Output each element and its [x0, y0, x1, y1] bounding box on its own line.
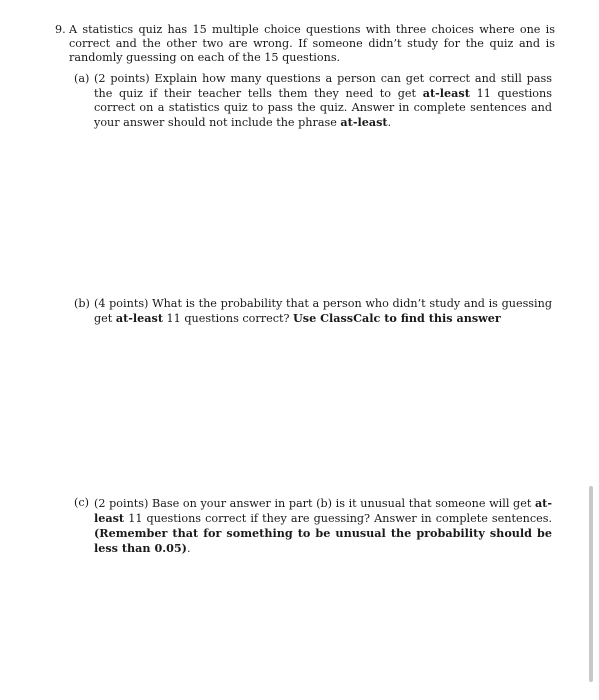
- question-9: [55, 23, 555, 65]
- part-b-bold-2: Use ClassCalc to find this answer: [293, 311, 501, 325]
- part-a-text-1: (2 points) Explain how many questions a person can get correct and still pass the quiz if their teacher tells them they need to get: [94, 72, 552, 100]
- part-b-bold-1: at-least: [115, 311, 163, 325]
- part-c-bold-2: (Remember that for something to be unusual the probability should be less than 0.05): [94, 526, 552, 555]
- part-c-text-1: (2 points) Base on your answer in part (b) is it unusual that someone will get: [94, 497, 535, 510]
- part-b: [74, 297, 552, 326]
- part-b-text-2: 11 questions correct?: [163, 312, 294, 325]
- part-a: [74, 72, 552, 130]
- part-c: [74, 496, 552, 556]
- part-c-text: [94, 496, 552, 556]
- part-a-text-3: .: [387, 116, 392, 129]
- vertical-scrollbar[interactable]: [589, 486, 593, 682]
- part-a-label: (a): [74, 72, 90, 85]
- part-a-bold-1: at-least: [422, 86, 470, 100]
- part-b-text: [94, 297, 552, 326]
- part-a-text: [94, 72, 552, 130]
- part-b-text-1: (4 points) What is the probability that a person who didn’t study and is guessing get: [94, 297, 552, 325]
- part-c-text-3: .: [186, 542, 191, 555]
- part-a-bold-2: at-least: [340, 115, 388, 129]
- part-c-text-2: 11 questions correct if they are guessing? Answer in complete sentences.: [124, 512, 552, 525]
- part-c-label: (c): [74, 496, 89, 509]
- part-b-label: (b): [74, 297, 90, 310]
- question-number: 9.: [55, 23, 66, 36]
- question-stem: A statistics quiz has 15 multiple choice questions with three choices where one is correct and the other two are wrong. If someone didn’t study for the quiz and is randomly guessing on each of the 15 questions.: [69, 23, 555, 64]
- part-a-text-2: 11 questions correct on a statistics quiz to pass the quiz. Answer in complete sentences and your answer should not include the phrase: [94, 87, 552, 129]
- part-c-bold-1: at-least: [94, 496, 552, 525]
